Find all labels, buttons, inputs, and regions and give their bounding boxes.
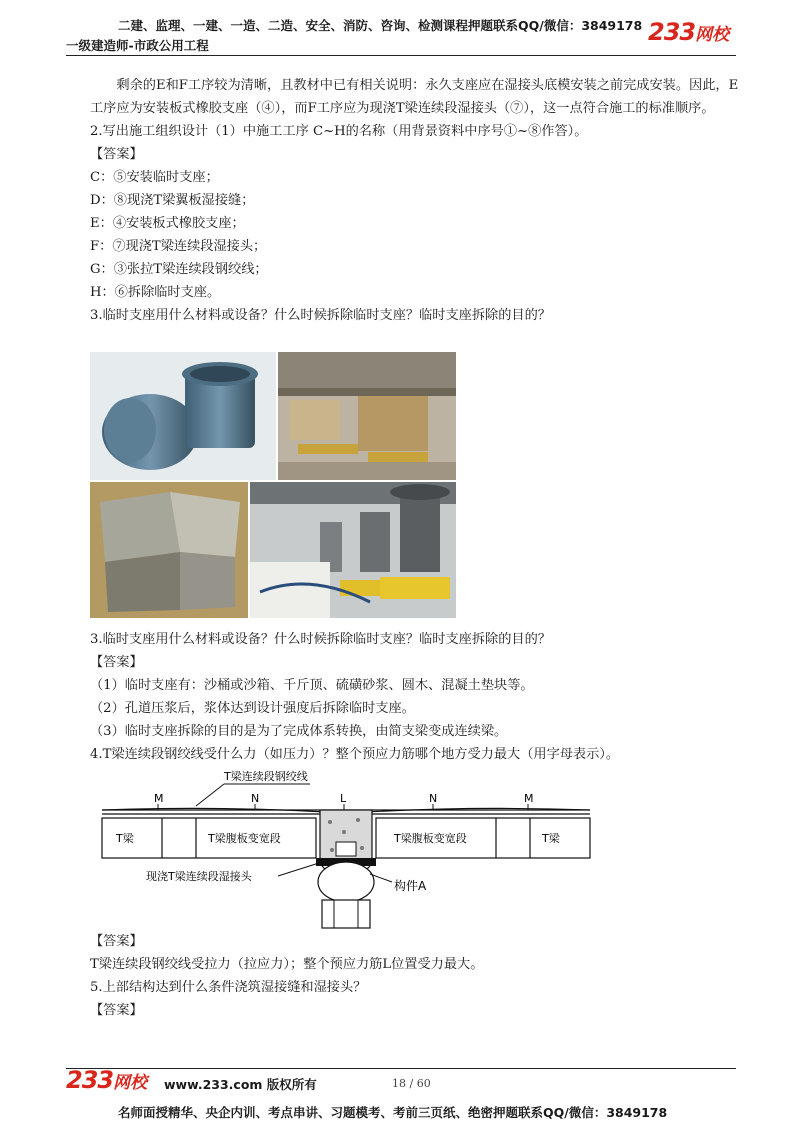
document-body: [90, 74, 740, 327]
answer-line: T梁连续段钢绞线受拉力（拉应力）；整个预应力筋L位置受力最大。: [90, 957, 484, 972]
question-3: 3.临时支座用什么材料或设备？什么时候拆除临时支座？临时支座拆除的目的？: [90, 308, 551, 323]
question-5: 5.上部结构达到什么条件浇筑湿接缝和湿接头？: [90, 980, 367, 995]
label-l: L: [340, 792, 347, 805]
footer-logo: 233网校: [66, 1066, 148, 1094]
label-m-left: M: [154, 792, 164, 805]
document-body-3: [90, 930, 740, 1022]
sand-cylinder-photo: [90, 352, 276, 480]
temporary-support-photos: [90, 352, 456, 618]
jack-support-photo: [250, 482, 456, 618]
question-4: 4.T梁连续段钢绞线受什么力（如压力）？整个预应力筋哪个地方受力最大（用字母表示）。: [90, 747, 620, 762]
mortar-block-photo: [90, 482, 248, 618]
label-web-right: T梁腹板变宽段: [394, 832, 467, 845]
answer-line: （2）孔道压浆后，浆体达到设计强度后拆除临时支座。: [90, 701, 415, 716]
answer-label: 【答案】: [90, 147, 143, 162]
label-m-right: M: [524, 792, 534, 805]
answer-label: 【答案】: [90, 655, 143, 670]
label-n-right: N: [429, 792, 438, 805]
answer-line: C：⑤安装临时支座；: [90, 170, 219, 185]
question-2: 2.写出施工组织设计（1）中施工工序 C~H的名称（用背景资料中序号①~⑧作答）。: [90, 124, 588, 139]
label-n-left: N: [251, 792, 260, 805]
label-joint: 现浇T梁连续段湿接头: [146, 870, 252, 883]
label-t-beam-left: T梁: [116, 832, 134, 845]
timber-support-photo: [278, 352, 456, 480]
label-strand: T梁连续段钢绞线: [224, 770, 308, 783]
label-member-a: 构件A: [394, 879, 427, 893]
header-divider: [66, 55, 736, 56]
header-contact-line: 二建、监理、一建、一造、二造、安全、消防、咨询、检测课程押题联系QQ/微信：3849178: [118, 18, 643, 33]
answer-label: 【答案】: [90, 1003, 143, 1018]
answer-line: E：④安装板式橡胶支座；: [90, 216, 245, 231]
t-beam-joint-diagram: [96, 766, 596, 930]
answer-line: G：③张拉T梁连续段钢绞线；: [90, 262, 268, 277]
answer-line: H：⑥拆除临时支座。: [90, 285, 221, 300]
page-number: 18 / 60: [392, 1077, 431, 1090]
header-subtitle: 一级建造师-市政公用工程: [66, 38, 209, 53]
brand-logo: 233网校: [648, 18, 730, 46]
answer-line: F：⑦现浇T梁连续段湿接头；: [90, 239, 267, 254]
answer-line: D：⑧现浇T梁翼板湿接缝；: [90, 193, 255, 208]
answer-label: 【答案】: [90, 934, 143, 949]
footer-contact-line: 名师面授精华、央企内训、考点串讲、习题模考、考前三页纸、绝密押题联系QQ/微信：3849178: [118, 1105, 668, 1120]
label-t-beam-right: T梁: [542, 832, 560, 845]
answer-line: （3）临时支座拆除的目的是为了完成体系转换，由简支梁变成连续梁。: [90, 724, 508, 739]
footer-site-link[interactable]: www.233.com 版权所有: [164, 1077, 317, 1092]
question-3-repeat: 3.临时支座用什么材料或设备？什么时候拆除临时支座？临时支座拆除的目的？: [90, 632, 551, 647]
paragraph: 剩余的E和F工序较为清晰，且教材中已有相关说明：永久支座应在湿接头底模安装之前完成安装。因此，E工序应为安装板式橡胶支座（④），而F工序应为现浇T梁连续段湿接头（⑦），这一点符合施工的标准顺序。: [90, 78, 739, 116]
footer-divider: [66, 1068, 736, 1069]
document-body-2: [90, 628, 740, 766]
answer-line: （1）临时支座有：沙桶或沙箱、千斤顶、硫磺砂浆、圆木、混凝土垫块等。: [90, 678, 534, 693]
label-web-left: T梁腹板变宽段: [208, 832, 281, 845]
